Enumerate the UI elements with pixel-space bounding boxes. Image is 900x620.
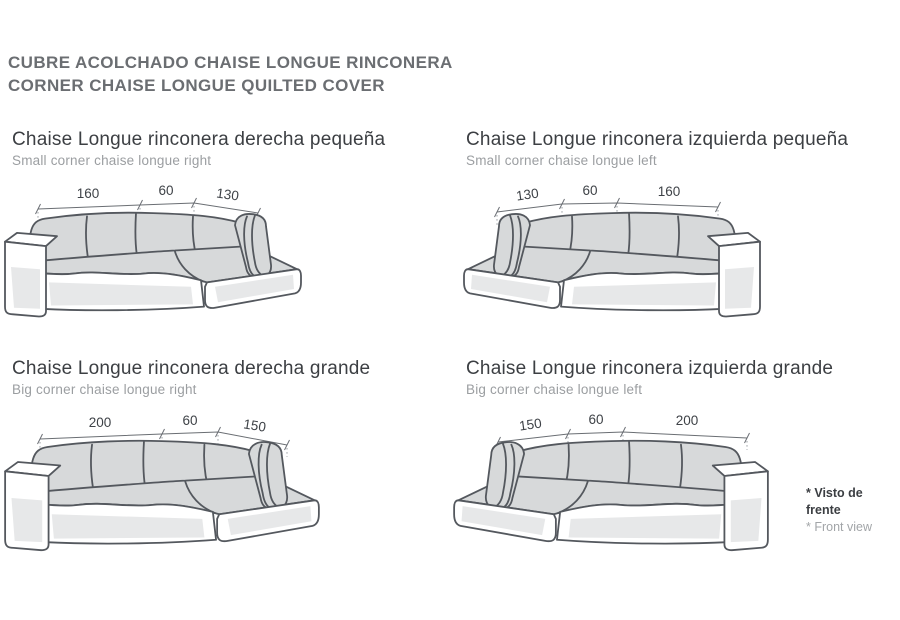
variant-subtitle: Small corner chaise longue right bbox=[12, 153, 212, 168]
variant-heading-big-left bbox=[466, 358, 833, 397]
variant-heading-small-right bbox=[12, 129, 385, 168]
dimension-label: 200 bbox=[88, 415, 112, 430]
dimension-label: 130 bbox=[215, 185, 240, 204]
variant-subtitle: Small corner chaise longue left bbox=[466, 153, 657, 168]
variant-title: Chaise Longue rinconera izquierda pequeña bbox=[466, 129, 849, 150]
dimension-label: 160 bbox=[657, 184, 681, 199]
sofa-illustration-left bbox=[454, 441, 768, 550]
dimension-label: 150 bbox=[518, 415, 543, 434]
variant-title: Chaise Longue rinconera derecha grande bbox=[12, 358, 371, 379]
variant-heading-big-right bbox=[12, 358, 370, 397]
dimension-label: 60 bbox=[158, 183, 174, 198]
dimension-label: 60 bbox=[182, 413, 198, 428]
footnote bbox=[806, 485, 900, 536]
sofa-diagram-big-left bbox=[450, 412, 800, 562]
dimension-label: 200 bbox=[675, 413, 699, 428]
dimension-label: 150 bbox=[242, 416, 268, 435]
variant-heading-small-left bbox=[466, 129, 848, 168]
footnote-en: * Front view bbox=[806, 520, 872, 534]
dimension-label: 130 bbox=[515, 185, 540, 204]
sofa-diagram-big-right bbox=[0, 412, 340, 562]
variant-subtitle: Big corner chaise longue right bbox=[12, 382, 197, 397]
dimension-label: 60 bbox=[588, 412, 604, 427]
page-title-en: CORNER CHAISE LONGUE QUILTED COVER bbox=[8, 76, 385, 95]
dimension-label: 60 bbox=[582, 183, 598, 198]
page-title-es: CUBRE ACOLCHADO CHAISE LONGUE RINCONERA bbox=[8, 53, 453, 72]
footnote-es: * Visto de frente bbox=[806, 486, 863, 517]
sofa-diagram-small-left bbox=[452, 182, 792, 332]
variant-title: Chaise Longue rinconera derecha pequeña bbox=[12, 129, 386, 150]
dimension-label: 160 bbox=[76, 186, 100, 201]
sofa-illustration-left bbox=[464, 213, 760, 317]
sofa-illustration-right bbox=[5, 213, 301, 317]
variant-subtitle: Big corner chaise longue left bbox=[466, 382, 643, 397]
sofa-diagram-small-right bbox=[0, 182, 330, 332]
variant-title: Chaise Longue rinconera izquierda grande bbox=[466, 358, 834, 379]
page-title bbox=[8, 51, 453, 97]
sofa-illustration-right bbox=[5, 441, 319, 550]
